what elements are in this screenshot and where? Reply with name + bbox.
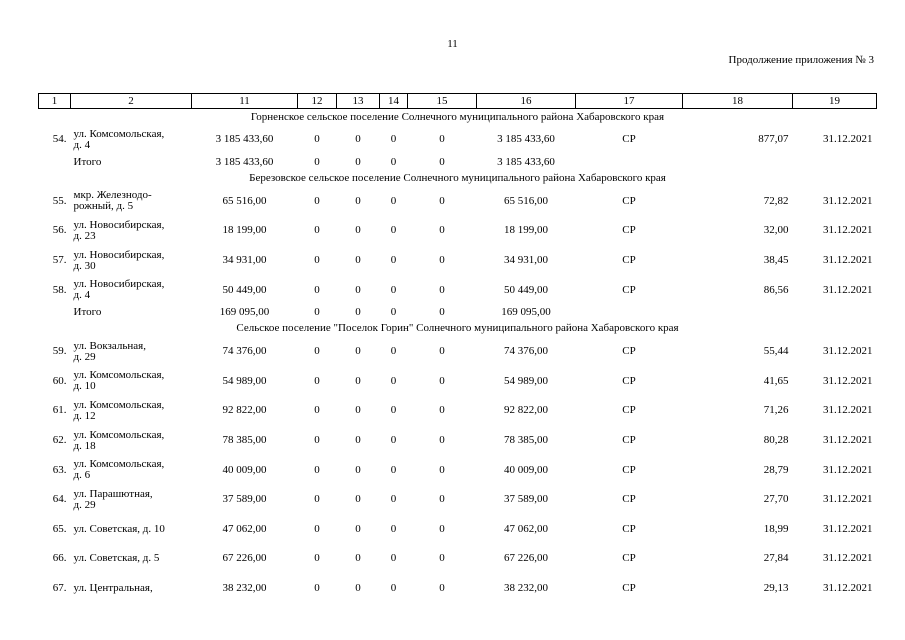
address-line: д. 23 <box>73 229 96 242</box>
address-line: ул. Новосибирская, <box>73 248 165 261</box>
col-15-value: 0 <box>439 404 445 417</box>
row-number: 59. <box>52 345 67 358</box>
col-11-value: 38 232,00 <box>222 582 267 595</box>
col-15-value: 0 <box>439 133 445 146</box>
col-12-value: 0 <box>314 463 320 476</box>
col-12-value: 0 <box>314 582 320 595</box>
col-19-value: 31.12.2021 <box>823 224 873 237</box>
address-line: ул. Советская, д. 10 <box>73 522 165 535</box>
row-number: 60. <box>52 374 67 387</box>
col-19-value: 31.12.2021 <box>823 522 873 535</box>
address-cell <box>71 367 192 397</box>
address-cell <box>71 125 192 155</box>
col-16-value: 169 095,00 <box>501 306 551 319</box>
address-line: ул. Новосибирская, <box>73 278 165 291</box>
col-13-value: 0 <box>355 254 361 267</box>
col-11-value: 67 226,00 <box>222 552 267 565</box>
col-16-value: 40 009,00 <box>504 463 548 476</box>
address-line: д. 4 <box>73 138 91 151</box>
col-13-value: 0 <box>355 552 361 565</box>
col-14-value: 0 <box>390 493 397 506</box>
col-13-value: 0 <box>355 463 361 476</box>
address-line: ул. Комсомольская, <box>73 428 165 441</box>
col-16-value: 65 516,00 <box>504 194 548 207</box>
col-15-value: 0 <box>439 306 445 319</box>
col-18-value: 55,44 <box>763 345 789 358</box>
row-number: 62. <box>52 434 67 447</box>
row-number: 65. <box>52 522 67 535</box>
col-12-value: 0 <box>314 194 320 207</box>
col-16-value: 47 062,00 <box>504 522 548 535</box>
address-line: ул. Парашютная, <box>73 487 153 500</box>
col-16-value: 34 931,00 <box>504 254 548 267</box>
section-header-row <box>39 321 877 337</box>
col-17-value: СР <box>622 434 636 447</box>
address-line: ул. Вокзальная, <box>73 339 146 352</box>
col-18-value: 29,13 <box>763 582 789 595</box>
col-12-value: 0 <box>314 434 320 447</box>
row-number: 56. <box>52 224 67 237</box>
col-13-value: 0 <box>355 522 361 535</box>
col-12-value: 0 <box>314 306 320 319</box>
total-label: Итого <box>73 156 102 169</box>
col-14-value: 0 <box>390 156 397 169</box>
col-15-value: 0 <box>439 374 445 387</box>
col-19-value: 31.12.2021 <box>823 133 873 146</box>
col-11-value: 169 095,00 <box>219 306 270 319</box>
col-18-value: 27,70 <box>763 493 789 506</box>
col-18-value: 38,45 <box>763 254 789 267</box>
address-line: д. 12 <box>73 409 96 422</box>
col-15-value: 0 <box>439 156 445 169</box>
address-cell <box>71 426 192 456</box>
row-number <box>39 305 71 321</box>
address-line: д. 29 <box>73 350 96 363</box>
col-11-value: 40 009,00 <box>222 463 267 476</box>
col-11-value: 37 589,00 <box>222 493 267 506</box>
address-line: д. 30 <box>73 259 96 272</box>
col-13-value: 0 <box>355 493 361 506</box>
table-row <box>39 455 877 485</box>
col-11-value: 65 516,00 <box>222 194 267 207</box>
col-19-value: 31.12.2021 <box>823 463 873 476</box>
column-number-header <box>39 94 877 109</box>
col-17-value: СР <box>622 283 636 296</box>
page-number: 11 <box>447 38 458 50</box>
col-17-value: СР <box>622 404 636 417</box>
col-14-value: 0 <box>390 374 397 387</box>
col-19-value: 31.12.2021 <box>823 254 873 267</box>
col-15-value: 0 <box>439 582 445 595</box>
col-17-value: СР <box>622 522 636 535</box>
col-14-value: 0 <box>390 194 397 207</box>
address-line: ул. Комсомольская, <box>73 369 165 382</box>
col-16-value: 3 185 433,60 <box>497 133 555 146</box>
section-header-row <box>39 109 877 126</box>
column-header: 13 <box>337 94 380 109</box>
section-header-row <box>39 171 877 187</box>
col-13-value: 0 <box>355 283 361 296</box>
col-12-value: 0 <box>314 224 320 237</box>
col-14-value: 0 <box>390 582 397 595</box>
address-cell <box>71 396 192 426</box>
col-17-value <box>576 305 683 321</box>
row-number: 57. <box>52 254 67 267</box>
address-cell <box>71 515 192 545</box>
col-17-value: СР <box>622 374 636 387</box>
col-15-value: 0 <box>439 434 445 447</box>
col-13-value: 0 <box>355 374 361 387</box>
col-13-value: 0 <box>355 156 361 169</box>
row-number: 67. <box>52 582 67 595</box>
col-14-value: 0 <box>390 463 397 476</box>
col-12-value: 0 <box>314 374 320 387</box>
col-18-value: 877,07 <box>758 133 789 146</box>
column-header: 2 <box>71 94 192 109</box>
col-15-value: 0 <box>439 283 445 296</box>
col-12-value: 0 <box>314 133 320 146</box>
col-16-value: 92 822,00 <box>504 404 548 417</box>
table-row <box>39 367 877 397</box>
total-row <box>39 155 877 171</box>
col-14-value: 0 <box>390 434 397 447</box>
row-number: 58. <box>52 283 67 296</box>
col-12-value: 0 <box>314 493 320 506</box>
column-header: 12 <box>298 94 337 109</box>
col-16-value: 3 185 433,60 <box>497 156 555 169</box>
col-19-value: 31.12.2021 <box>823 283 873 296</box>
col-13-value: 0 <box>355 306 361 319</box>
col-12-value: 0 <box>314 345 320 358</box>
col-18-value: 72,82 <box>763 194 789 207</box>
col-16-value: 18 199,00 <box>504 224 548 237</box>
col-11-value: 47 062,00 <box>222 522 267 535</box>
address-cell <box>71 246 192 276</box>
address-cell <box>71 187 192 217</box>
col-18-value: 41,65 <box>763 374 789 387</box>
col-12-value: 0 <box>314 283 320 296</box>
table-row <box>39 485 877 515</box>
col-15-value: 0 <box>439 552 445 565</box>
col-18-value: 32,00 <box>763 224 789 237</box>
col-11-value: 3 185 433,60 <box>215 133 274 146</box>
row-number: 66. <box>52 552 67 565</box>
col-13-value: 0 <box>355 404 361 417</box>
col-11-value: 78 385,00 <box>222 434 267 447</box>
address-cell <box>71 216 192 246</box>
col-14-value: 0 <box>390 552 397 565</box>
address-line: ул. Новосибирская, <box>73 218 165 231</box>
col-16-value: 38 232,00 <box>504 582 548 595</box>
col-17-value: СР <box>622 254 636 267</box>
col-16-value: 50 449,00 <box>504 283 548 296</box>
col-17-value: СР <box>622 463 636 476</box>
address-cell <box>71 337 192 367</box>
col-11-value: 54 989,00 <box>222 374 267 387</box>
col-17-value: СР <box>622 224 636 237</box>
total-row <box>39 305 877 321</box>
appendix-continuation-note: Продолжение приложения № 3 <box>728 54 874 66</box>
row-number: 63. <box>52 463 67 476</box>
address-cell <box>71 455 192 485</box>
address-line: ул. Комсомольская, <box>73 458 165 471</box>
row-number <box>39 155 71 171</box>
column-header: 15 <box>408 94 477 109</box>
column-header: 1 <box>39 94 71 109</box>
col-11-value: 18 199,00 <box>222 224 267 237</box>
col-13-value: 0 <box>355 345 361 358</box>
col-19-value <box>793 155 877 171</box>
col-17-value: СР <box>622 194 636 207</box>
table-row <box>39 216 877 246</box>
address-line: д. 4 <box>73 289 91 302</box>
col-17-value: СР <box>622 345 636 358</box>
section-title: Горненское сельское поселение Солнечного муниципального района Хабаровского края <box>250 110 665 123</box>
col-14-value: 0 <box>390 345 397 358</box>
table-row <box>39 574 877 604</box>
table-row <box>39 544 877 574</box>
address-line: рожный, д. 5 <box>73 200 134 213</box>
address-line: ул. Советская, д. 5 <box>73 552 160 565</box>
col-11-value: 34 931,00 <box>222 254 267 267</box>
row-number: 55. <box>52 194 67 207</box>
col-17-value: СР <box>622 552 636 565</box>
col-15-value: 0 <box>439 345 445 358</box>
table-row <box>39 515 877 545</box>
address-cell <box>71 275 192 305</box>
col-13-value: 0 <box>355 582 361 595</box>
col-14-value: 0 <box>390 522 397 535</box>
table-body <box>39 109 877 604</box>
col-15-value: 0 <box>439 254 445 267</box>
col-19-value: 31.12.2021 <box>823 493 873 506</box>
col-18-value: 28,79 <box>763 463 789 476</box>
column-header: 17 <box>576 94 683 109</box>
col-16-value: 74 376,00 <box>504 345 548 358</box>
col-17-value: СР <box>622 582 636 595</box>
section-title: Березовское сельское поселение Солнечного муниципального района Хабаровского края <box>249 172 666 185</box>
col-19-value: 31.12.2021 <box>823 374 873 387</box>
col-12-value: 0 <box>314 156 320 169</box>
col-16-value: 67 226,00 <box>504 552 548 565</box>
col-18-value <box>683 305 793 321</box>
row-number: 64. <box>52 493 67 506</box>
address-line: ул. Центральная, <box>73 582 153 595</box>
col-15-value: 0 <box>439 522 445 535</box>
table-row <box>39 337 877 367</box>
table-row <box>39 396 877 426</box>
col-12-value: 0 <box>314 404 320 417</box>
col-15-value: 0 <box>439 463 445 476</box>
col-15-value: 0 <box>439 493 445 506</box>
col-15-value: 0 <box>439 194 445 207</box>
col-19-value <box>793 305 877 321</box>
column-header: 18 <box>683 94 793 109</box>
appendix-table <box>38 93 877 603</box>
section-title: Сельское поселение "Поселок Горин" Солнечного муниципального района Хабаровского края <box>236 322 679 335</box>
col-19-value: 31.12.2021 <box>823 552 873 565</box>
table-row <box>39 125 877 155</box>
col-19-value: 31.12.2021 <box>823 434 873 447</box>
col-18-value: 80,28 <box>763 434 789 447</box>
total-label: Итого <box>73 306 102 319</box>
address-line: д. 29 <box>73 498 96 511</box>
address-cell <box>71 485 192 515</box>
column-header: 14 <box>380 94 408 109</box>
col-17-value: СР <box>622 133 636 146</box>
table-row <box>39 187 877 217</box>
col-11-value: 3 185 433,60 <box>215 156 274 169</box>
col-14-value: 0 <box>390 224 397 237</box>
row-number: 54. <box>52 133 67 146</box>
address-cell <box>71 544 192 574</box>
col-13-value: 0 <box>355 434 361 447</box>
table-row <box>39 426 877 456</box>
col-16-value: 78 385,00 <box>504 434 548 447</box>
address-line: мкр. Железнодо- <box>73 189 152 202</box>
col-16-value: 37 589,00 <box>504 493 548 506</box>
address-line: д. 10 <box>73 380 96 393</box>
col-19-value: 31.12.2021 <box>823 345 873 358</box>
col-13-value: 0 <box>355 194 361 207</box>
col-11-value: 74 376,00 <box>222 345 267 358</box>
col-17-value <box>576 155 683 171</box>
col-16-value: 54 989,00 <box>504 374 548 387</box>
col-18-value: 27,84 <box>763 552 789 565</box>
address-line: ул. Комсомольская, <box>73 127 165 140</box>
col-14-value: 0 <box>390 133 397 146</box>
row-number: 61. <box>52 404 67 417</box>
col-19-value: 31.12.2021 <box>823 582 873 595</box>
col-12-value: 0 <box>314 552 320 565</box>
column-header: 16 <box>477 94 576 109</box>
col-11-value: 92 822,00 <box>222 404 267 417</box>
col-14-value: 0 <box>390 283 397 296</box>
col-19-value: 31.12.2021 <box>823 194 873 207</box>
address-line: ул. Комсомольская, <box>73 398 165 411</box>
col-15-value: 0 <box>439 224 445 237</box>
col-18-value: 18,99 <box>763 522 789 535</box>
col-12-value: 0 <box>314 522 320 535</box>
col-19-value: 31.12.2021 <box>823 404 873 417</box>
col-11-value: 50 449,00 <box>222 283 267 296</box>
table-row <box>39 275 877 305</box>
table-row <box>39 246 877 276</box>
column-header: 19 <box>793 94 877 109</box>
col-13-value: 0 <box>355 224 361 237</box>
col-18-value <box>683 155 793 171</box>
col-18-value: 86,56 <box>763 283 789 296</box>
col-14-value: 0 <box>390 404 397 417</box>
col-12-value: 0 <box>314 254 320 267</box>
col-13-value: 0 <box>355 133 361 146</box>
col-17-value: СР <box>622 493 636 506</box>
col-14-value: 0 <box>390 254 397 267</box>
column-header: 11 <box>192 94 298 109</box>
col-18-value: 71,26 <box>763 404 789 417</box>
address-line: д. 18 <box>73 439 96 452</box>
col-14-value: 0 <box>390 306 397 319</box>
address-line: д. 6 <box>73 469 91 482</box>
address-cell <box>71 574 192 604</box>
